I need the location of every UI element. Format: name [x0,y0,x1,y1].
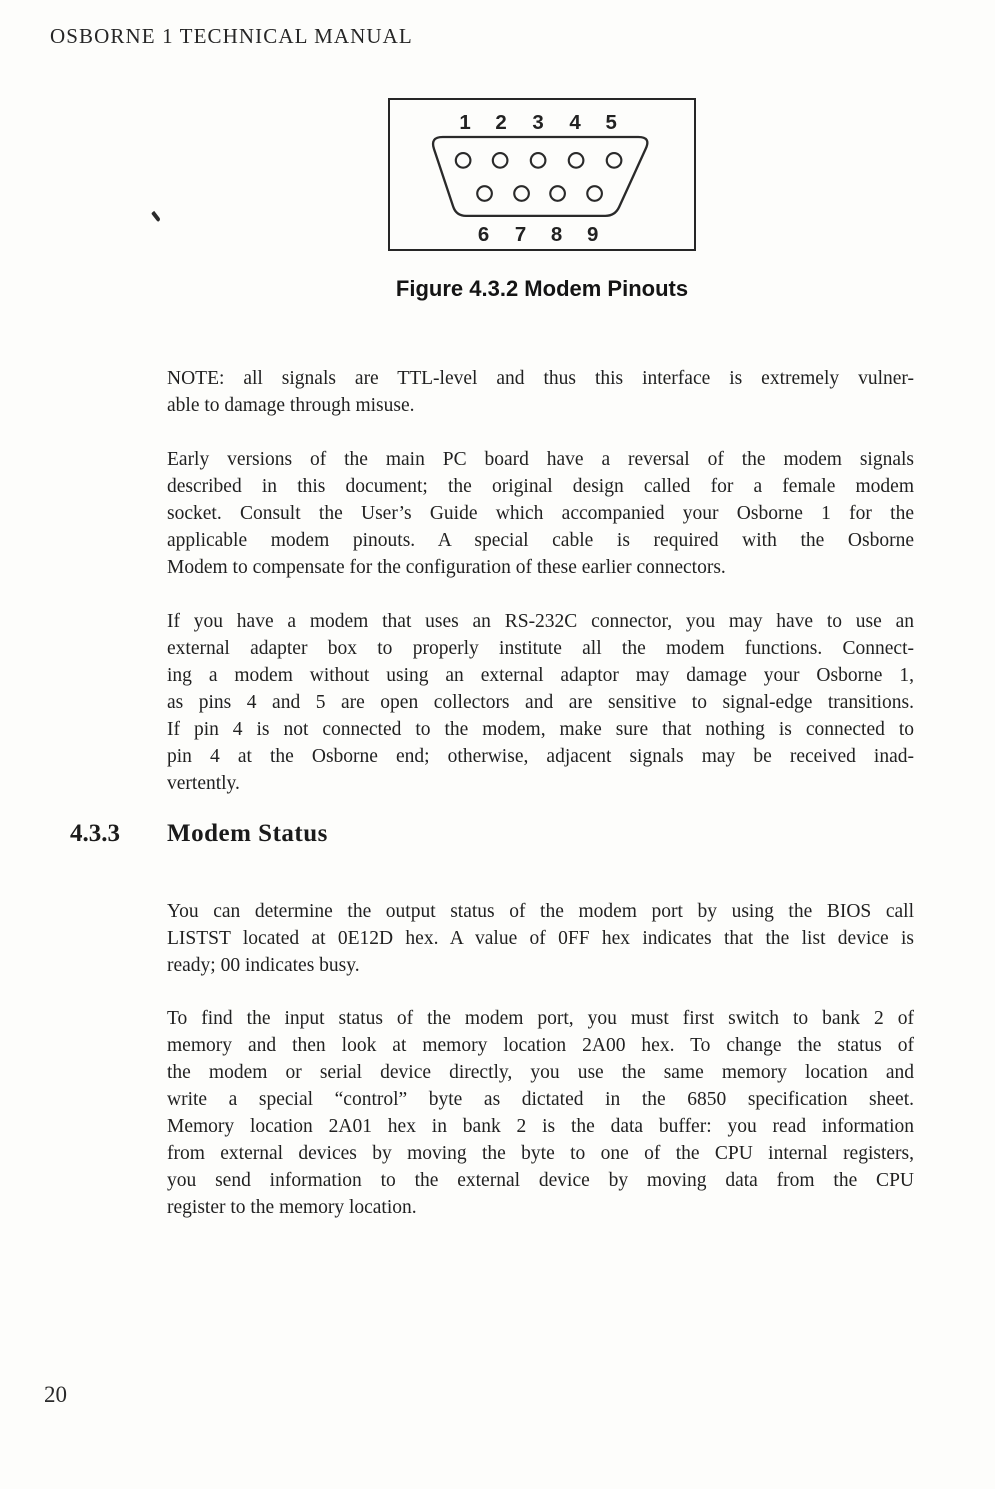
pin-label-8: 8 [550,223,563,247]
text-line: If pin 4 is not connected to the modem, make sure that nothing is connected to [167,719,914,740]
pin-label-5: 5 [605,111,617,135]
pin-hole-8 [550,186,565,201]
modem-pinout-figure [388,98,696,251]
pin-label-7: 7 [514,223,527,247]
text-line: LISTST located at 0E12D hex. A value of 0FF hex indicates that the list device is [167,928,914,949]
text-line: ing a modem without using an external adaptor may damage your Osborne 1, [167,665,914,686]
text-line: register to the memory location. [167,1197,417,1218]
pin-hole-2 [493,153,508,168]
pc-board-paragraph [167,446,914,581]
text-line: Memory location 2A01 hex in bank 2 is the data buffer: you read information [167,1116,914,1137]
text-line: NOTE: all signals are TTL-level and thus this interface is extremely vulner- [167,368,914,389]
text-line: socket. Consult the User’s Guide which accompanied your Osborne 1 for the [167,503,914,524]
page-header-title: OSBORNE 1 TECHNICAL MANUAL [50,24,413,48]
section-heading [0,820,995,856]
pin-hole-1 [456,153,471,168]
pin-label-2: 2 [495,111,507,135]
pin-hole-7 [514,186,529,201]
text-line: able to damage through misuse. [167,395,415,416]
pin-label-3: 3 [532,111,544,135]
pin-label-9: 9 [586,223,599,247]
text-line: ready; 00 indicates busy. [167,955,360,976]
rs232-paragraph [167,608,914,797]
pin-label-4: 4 [569,111,581,135]
text-line: applicable modem pinouts. A special cable is required with the Osborne [167,530,914,551]
text-line: the modem or serial device directly, you use the same memory location and [167,1062,914,1083]
pin-label-1: 1 [459,111,471,135]
text-line: If you have a modem that uses an RS-232C connector, you may have to use an [167,611,914,632]
output-status-paragraph [167,898,914,979]
pin-hole-3 [531,153,546,168]
text-line: To find the input status of the modem port, you must first switch to bank 2 of [167,1008,914,1029]
pin-hole-9 [587,186,602,201]
text-line: Early versions of the main PC board have a reversal of the modem signals [167,449,914,470]
pin-hole-4 [569,153,584,168]
text-line: external adapter box to properly institute all the modem functions. Connect- [167,638,914,659]
text-line: as pins 4 and 5 are open collectors and are sensitive to signal-edge transitions. [167,692,914,713]
text-line: pin 4 at the Osborne end; otherwise, adjacent signals may be received inad- [167,746,914,767]
pin-hole-5 [607,153,622,168]
text-line: you send information to the external device by moving data from the CPU [167,1170,914,1191]
figure-caption: Figure 4.3.2 Modem Pinouts [395,276,689,301]
text-line: Modem to compensate for the configuration of these earlier connectors. [167,557,726,578]
section-number: 4.3.3 [70,820,120,847]
input-status-paragraph [167,1005,914,1221]
pin-label-6: 6 [477,223,490,247]
text-line: You can determine the output status of the modem port by using the BIOS call [167,901,914,922]
connector-outline [433,137,647,216]
text-line: vertently. [167,773,240,794]
note-paragraph [167,365,914,419]
stray-ink-mark [151,211,161,222]
text-line: memory and then look at memory location 2A00 hex. To change the status of [167,1035,914,1056]
text-line: from external devices by moving the byte to one of the CPU internal registers, [167,1143,914,1164]
page-number: 20 [44,1382,67,1407]
text-line: described in this document; the original design called for a female modem [167,476,914,497]
pin-hole-6 [477,186,492,201]
text-line: write a special “control” byte as dictated in the 6850 specification sheet. [167,1089,914,1110]
db9-connector-diagram [390,100,694,249]
section-title: Modem Status [167,820,328,847]
